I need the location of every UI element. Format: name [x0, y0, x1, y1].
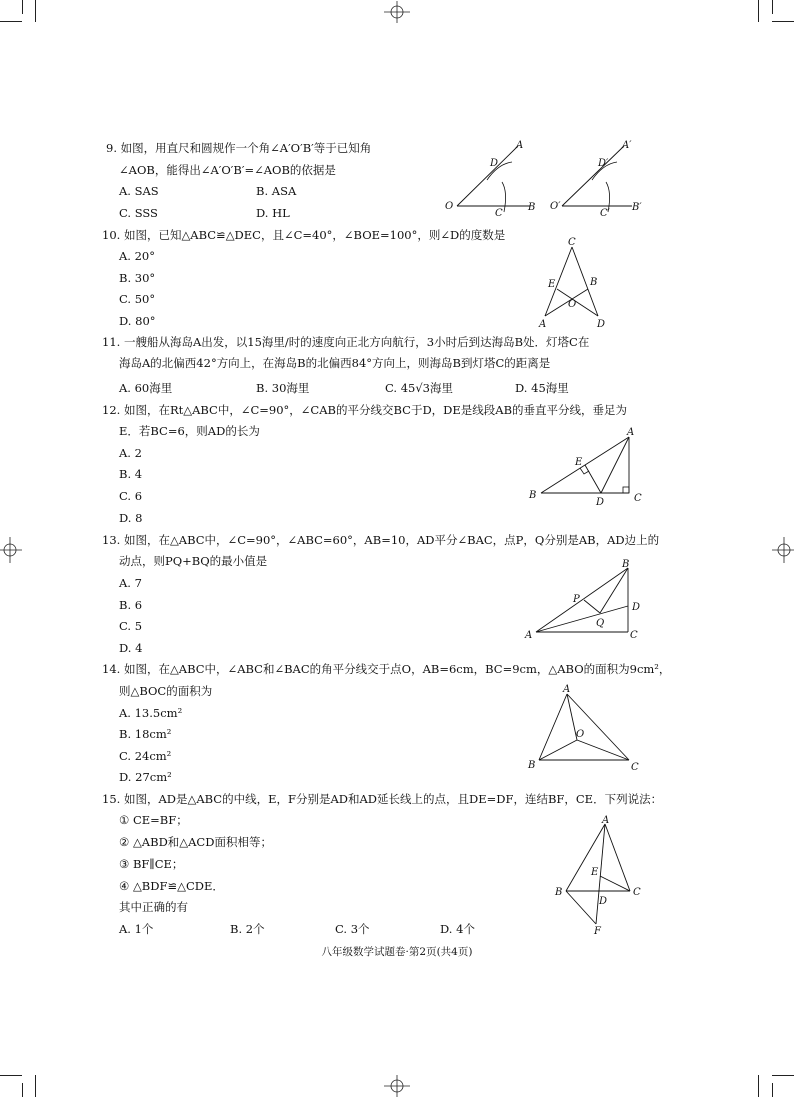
q15-option-d[interactable]: D. 4个: [440, 922, 475, 936]
q14-option-b[interactable]: B. 18cm²: [119, 727, 172, 741]
q9-label-d-prime: D′: [598, 158, 609, 169]
q10-label-e: E: [548, 279, 556, 290]
crop-mark: [772, 0, 773, 14]
q10-option-a[interactable]: A. 20°: [119, 249, 155, 263]
q15-statement-4: ④ △BDF≌△CDE．: [119, 879, 224, 893]
q12-figure: [525, 425, 650, 507]
q12-option-c[interactable]: C. 6: [119, 489, 143, 503]
q14-label-o: O: [576, 729, 585, 740]
q15-option-b[interactable]: B. 2个: [230, 922, 265, 936]
q10-label-d: D: [597, 319, 606, 330]
q9-label-a: A: [516, 140, 524, 151]
q9-label-b-prime: B′: [632, 202, 642, 213]
q12-label-c: C: [634, 493, 642, 504]
q13-option-d[interactable]: D. 4: [119, 641, 143, 655]
q9-option-a[interactable]: A. SAS: [119, 184, 159, 198]
q9-option-d[interactable]: D. HL: [256, 206, 290, 220]
q13-label-a: A: [525, 630, 533, 641]
crop-mark: [22, 0, 23, 14]
q10-option-b[interactable]: B. 30°: [119, 271, 156, 285]
q10-label-b: B: [590, 277, 598, 288]
q12-label-b: B: [529, 490, 537, 501]
q10-option-d[interactable]: D. 80°: [119, 314, 156, 328]
registration-mark-bottom: [384, 1075, 410, 1097]
q11-option-a[interactable]: A. 60海里: [119, 381, 173, 395]
crop-mark: [758, 0, 759, 22]
q10-stem-line1: 10. 如图，已知△ABC≌△DEC，且∠C=40°，∠BOE=100°，则∠D的度数是: [102, 228, 506, 242]
q12-stem-line2: E．若BC=6，则AD的长为: [119, 424, 260, 438]
q13-option-a[interactable]: A. 7: [119, 576, 142, 590]
q15-label-e: E: [591, 867, 599, 878]
crop-mark: [35, 0, 36, 22]
q10-option-c[interactable]: C. 50°: [119, 292, 156, 306]
registration-mark-left: [0, 537, 22, 563]
q13-label-p: P: [573, 594, 580, 605]
q15-label-c: C: [633, 887, 641, 898]
q12-label-e: E: [575, 457, 583, 468]
q15-statement-1: ① CE=BF；: [119, 813, 188, 827]
q13-option-c[interactable]: C. 5: [119, 619, 143, 633]
q15-label-a: A: [602, 815, 610, 826]
q14-option-d[interactable]: D. 27cm²: [119, 770, 172, 784]
q13-figure: [522, 556, 652, 644]
crop-mark: [35, 1075, 36, 1097]
q14-figure: [525, 682, 645, 774]
q11-option-b[interactable]: B. 30海里: [256, 381, 310, 395]
q14-label-c: C: [631, 762, 639, 773]
q15-label-b: B: [555, 887, 563, 898]
q12-stem-line1: 12. 如图，在Rt△ABC中，∠C=90°，∠CAB的平分线交BC于D，DE是线段AB的垂直平分线，垂足为: [102, 403, 628, 417]
q12-option-d[interactable]: D. 8: [119, 511, 143, 525]
q11-stem-line1: 11. 一艘船从海岛A出发，以15海里/时的速度向正北方向航行，3小时后到达海岛B处．灯塔C在: [102, 335, 590, 349]
q9-option-c[interactable]: C. SSS: [119, 206, 158, 220]
q15-stem-line1: 15. 如图，AD是△ABC的中线，E，F分别是AD和AD延长线上的点，且DE=DF，连结BF，CE．下列说法：: [102, 792, 663, 806]
q9-option-b[interactable]: B. ASA: [256, 184, 297, 198]
crop-mark: [772, 1075, 794, 1076]
q13-label-c: C: [630, 630, 638, 641]
q14-stem-line1: 14. 如图，在△ABC中，∠ABC和∠BAC的角平分线交于点O，AB=6cm，BC=9cm，△ABO的面积为9cm²，: [102, 662, 671, 676]
q15-option-c[interactable]: C. 3个: [335, 922, 370, 936]
q14-label-a: A: [563, 684, 571, 695]
q10-label-c: C: [568, 237, 576, 248]
q9-stem-line2: ∠AOB，能得出∠A′O′B′=∠AOB的依据是: [119, 163, 336, 177]
q15-label-f: F: [594, 926, 601, 936]
q12-option-b[interactable]: B. 4: [119, 467, 143, 481]
crop-mark: [0, 1075, 22, 1076]
page-footer: 八年级数学试题卷·第2页(共4页): [321, 946, 473, 958]
registration-mark-right: [772, 537, 794, 563]
q13-stem-line2: 动点，则PQ+BQ的最小值是: [119, 554, 268, 568]
q15-closing: 其中正确的有: [119, 900, 188, 914]
q9-label-b: B: [528, 202, 536, 213]
q9-label-o-prime: O′: [550, 201, 561, 212]
q11-stem-line2: 海岛A的北偏西42°方向上，在海岛B的北偏西84°方向上，则海岛B到灯塔C的距离是: [119, 356, 551, 370]
q15-option-a[interactable]: A. 1个: [119, 922, 154, 936]
q9-label-a-prime: A′: [622, 140, 632, 151]
q15-statement-2: ② △ABD和△ACD面积相等；: [119, 835, 272, 849]
q9-figure: [440, 136, 650, 220]
q9-label-c: C: [495, 208, 503, 219]
q10-label-o: O: [568, 299, 577, 310]
q14-label-b: B: [528, 760, 536, 771]
q14-option-a[interactable]: A. 13.5cm²: [119, 706, 183, 720]
q14-option-c[interactable]: C. 24cm²: [119, 749, 172, 763]
q13-label-b: B: [622, 559, 630, 570]
q13-option-b[interactable]: B. 6: [119, 598, 143, 612]
registration-mark-top: [384, 1, 410, 23]
q9-label-o: O: [445, 201, 454, 212]
crop-mark: [772, 21, 794, 22]
q9-stem-line1: 9. 如图，用直尺和圆规作一个角∠A′O′B′等于已知角: [106, 141, 372, 155]
q12-option-a[interactable]: A. 2: [119, 446, 142, 460]
q14-stem-line2: 则△BOC的面积为: [119, 684, 213, 698]
crop-mark: [0, 21, 22, 22]
crop-mark: [772, 1083, 773, 1097]
q12-label-d: D: [596, 497, 605, 507]
q10-figure: [530, 233, 620, 331]
q13-label-q: Q: [596, 618, 605, 629]
q15-statement-3: ③ BF∥CE；: [119, 857, 184, 871]
crop-mark: [22, 1083, 23, 1097]
crop-mark: [758, 1075, 759, 1097]
q13-label-d: D: [632, 602, 641, 613]
q15-label-d: D: [599, 896, 608, 907]
q11-option-d[interactable]: D. 45海里: [515, 381, 569, 395]
q9-label-c-prime: C′: [600, 208, 610, 219]
q15-figure: [548, 812, 648, 936]
q11-option-c[interactable]: C. 45√3海里: [385, 381, 453, 395]
q12-label-a: A: [627, 427, 635, 438]
q13-stem-line1: 13. 如图，在△ABC中，∠C=90°，∠ABC=60°，AB=10，AD平分∠BAC，点P，Q分别是AB，AD边上的: [102, 533, 660, 547]
q9-label-d: D: [490, 158, 499, 169]
q10-label-a: A: [539, 319, 547, 330]
